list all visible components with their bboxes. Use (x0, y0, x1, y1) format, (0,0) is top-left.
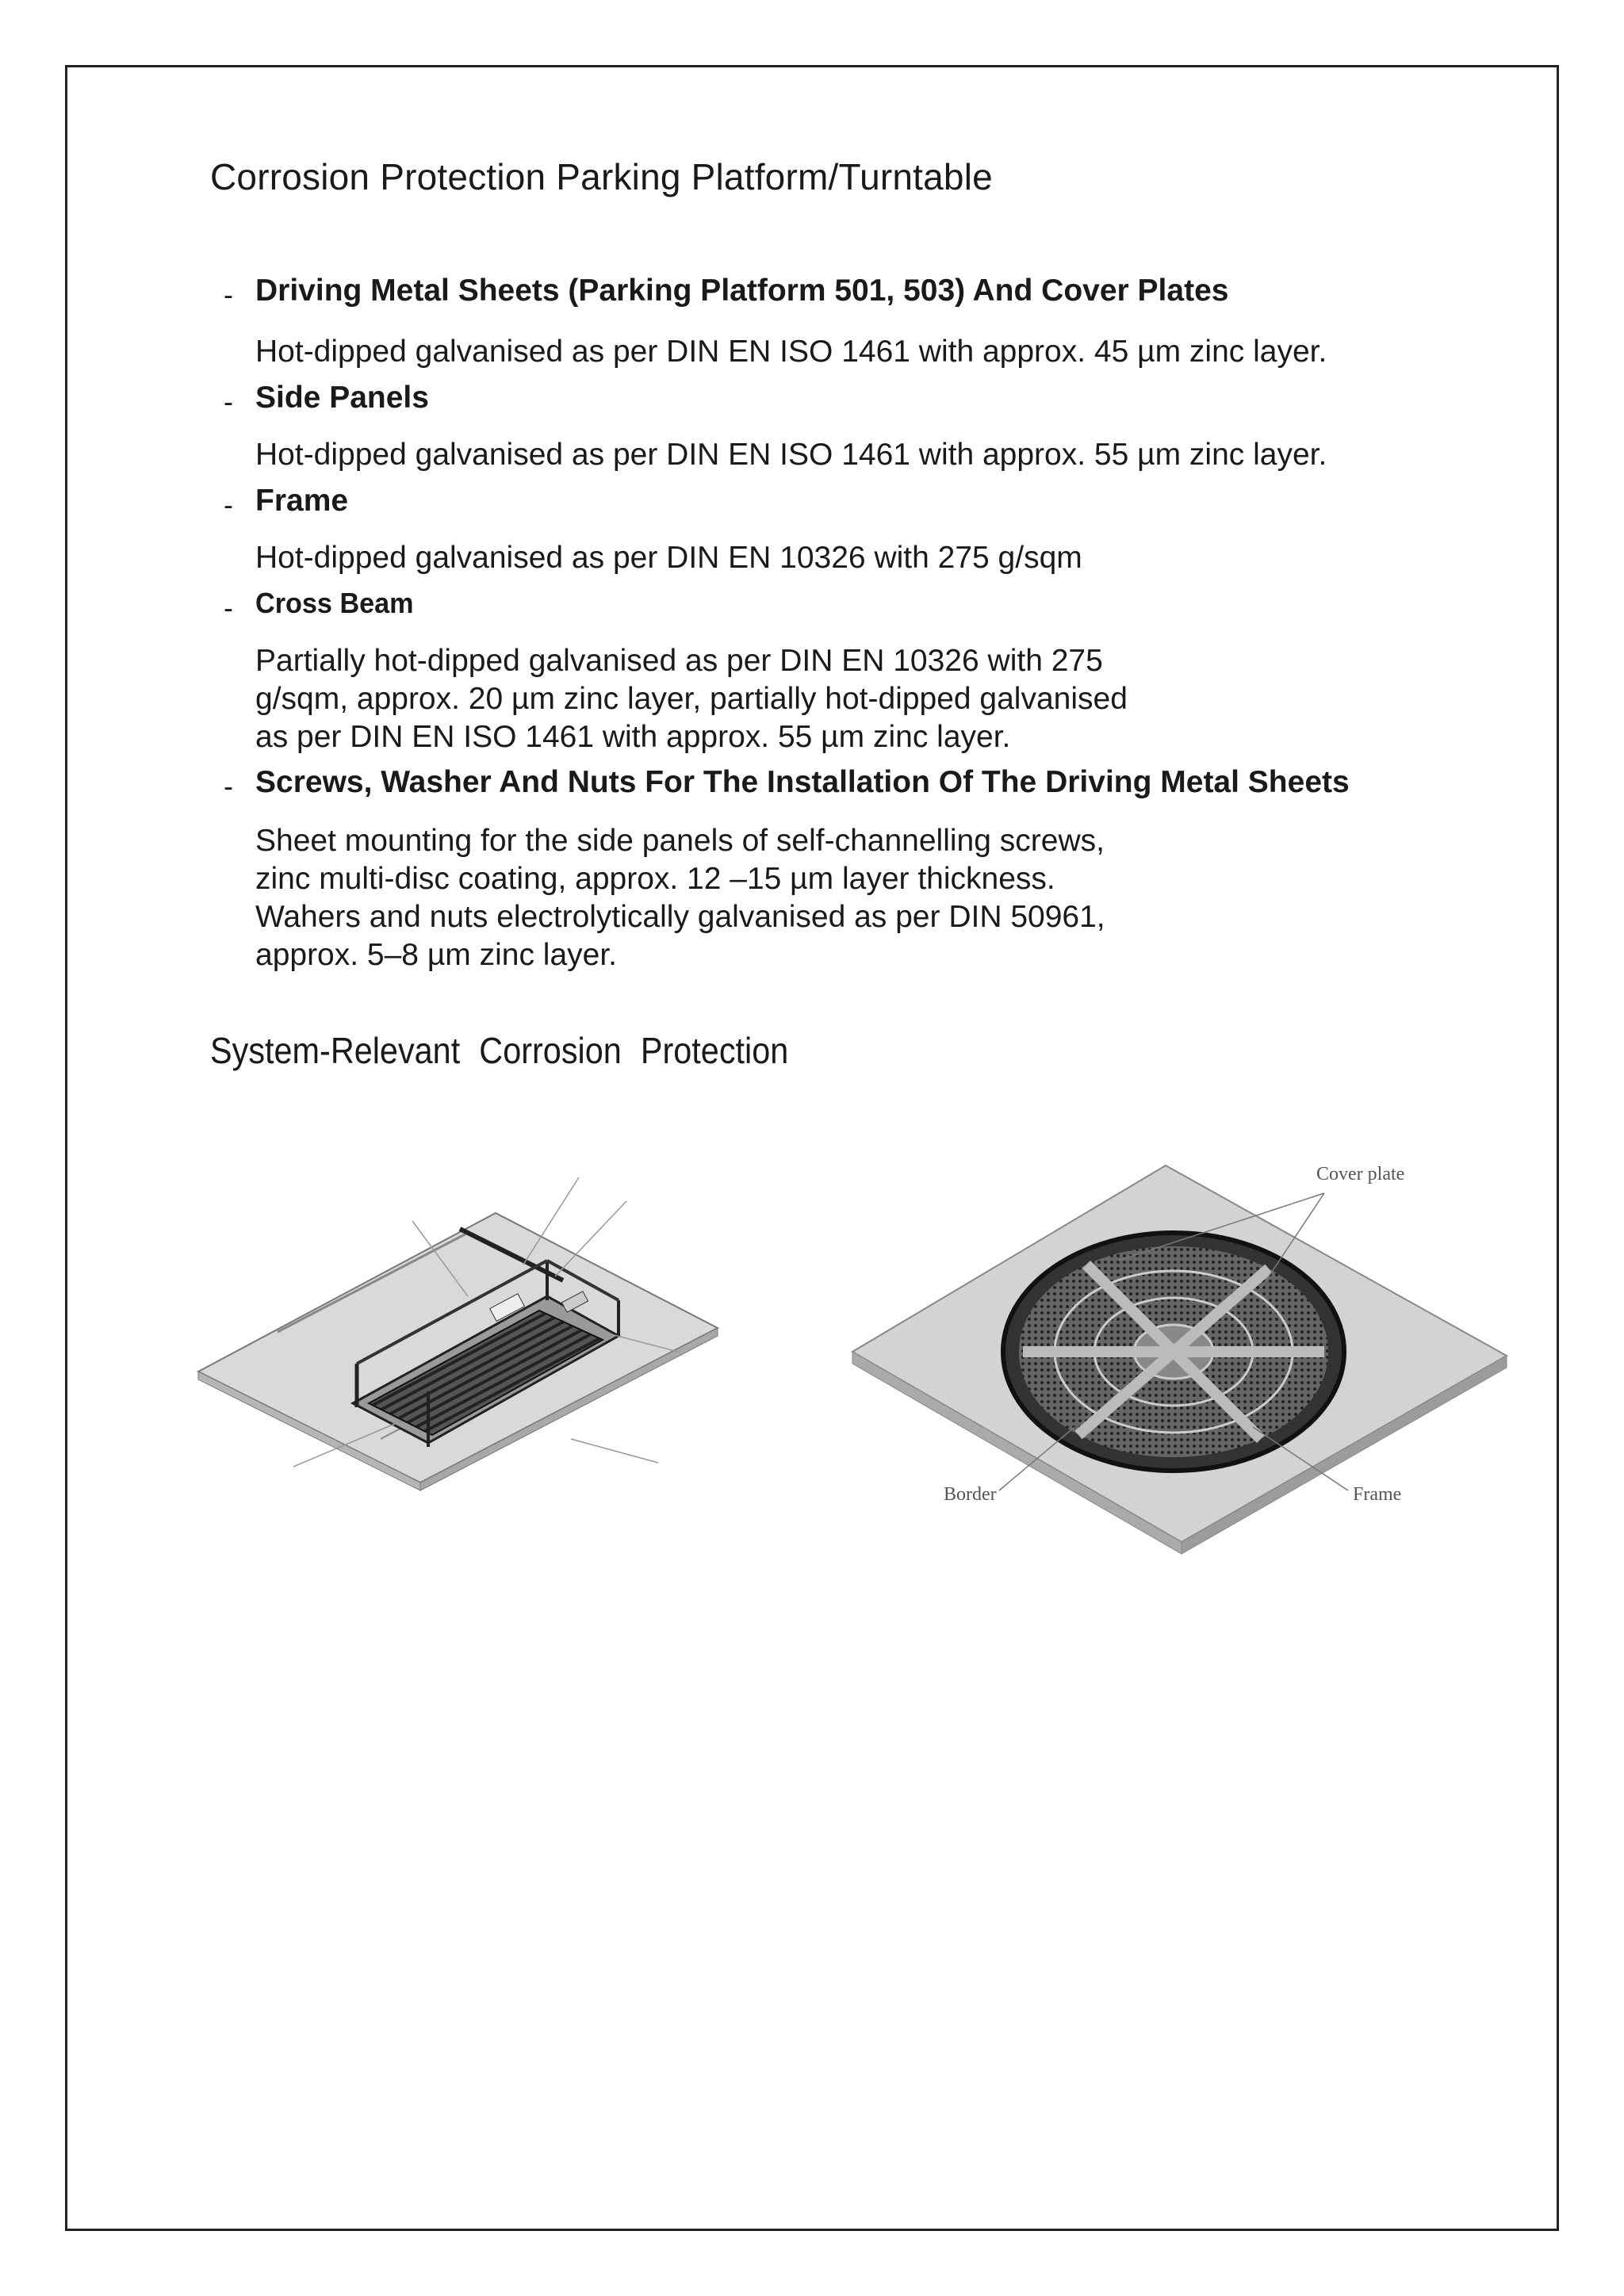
section-title: Screws, Washer And Nuts For The Installation Of The Driving Metal Sheets (255, 765, 1350, 799)
body-line: Hot-dipped galvanised as per DIN EN ISO 1461 with approx. 55 µm zinc layer. (255, 438, 1327, 472)
section-title: Side Panels (255, 381, 429, 415)
section-title: Frame (255, 484, 349, 518)
body-line: zinc multi-disc coating, approx. 12 –15 µm layer thickness. (255, 862, 1055, 896)
parking-platform-drawing (190, 1165, 745, 1498)
label-cover-plate: Cover plate (1316, 1164, 1405, 1184)
section-body (255, 436, 1327, 474)
section-body (255, 539, 1082, 577)
body-line: g/sqm, approx. 20 µm zinc layer, partially hot-dipped galvanised (255, 682, 1128, 716)
bullet-dash: - (224, 278, 233, 311)
bullet-dash: - (224, 385, 233, 418)
page-title: Corrosion Protection Parking Platform/Turntable (210, 156, 993, 197)
label-border: Border (944, 1484, 997, 1505)
section-body (255, 333, 1327, 371)
body-line: Hot-dipped galvanised as per DIN EN 10326 with 275 g/sqm (255, 541, 1082, 575)
body-line: Sheet mounting for the side panels of self-channelling screws, (255, 824, 1105, 858)
body-line: Hot-dipped galvanised as per DIN EN ISO 1461 with approx. 45 µm zinc layer. (255, 335, 1327, 369)
section-title: Driving Metal Sheets (Parking Platform 501, 503) And Cover Plates (255, 274, 1229, 308)
section-body (255, 822, 1105, 974)
bullet-dash: - (224, 488, 233, 521)
bullet-dash: - (224, 591, 233, 624)
body-line: Partially hot-dipped galvanised as per DIN EN 10326 with 275 (255, 644, 1103, 678)
section-body (255, 642, 1128, 756)
body-line: Wahers and nuts electrolytically galvanised as per DIN 50961, (255, 900, 1105, 934)
label-frame: Frame (1353, 1484, 1402, 1505)
body-line: approx. 5–8 µm zinc layer. (255, 938, 618, 972)
bullet-dash: - (224, 770, 233, 802)
section-subtitle: System-Relevant Corrosion Protection (210, 1030, 789, 1071)
section-title: Cross Beam (255, 587, 414, 619)
body-line: as per DIN EN ISO 1461 with approx. 55 µm zinc layer. (255, 720, 1011, 754)
